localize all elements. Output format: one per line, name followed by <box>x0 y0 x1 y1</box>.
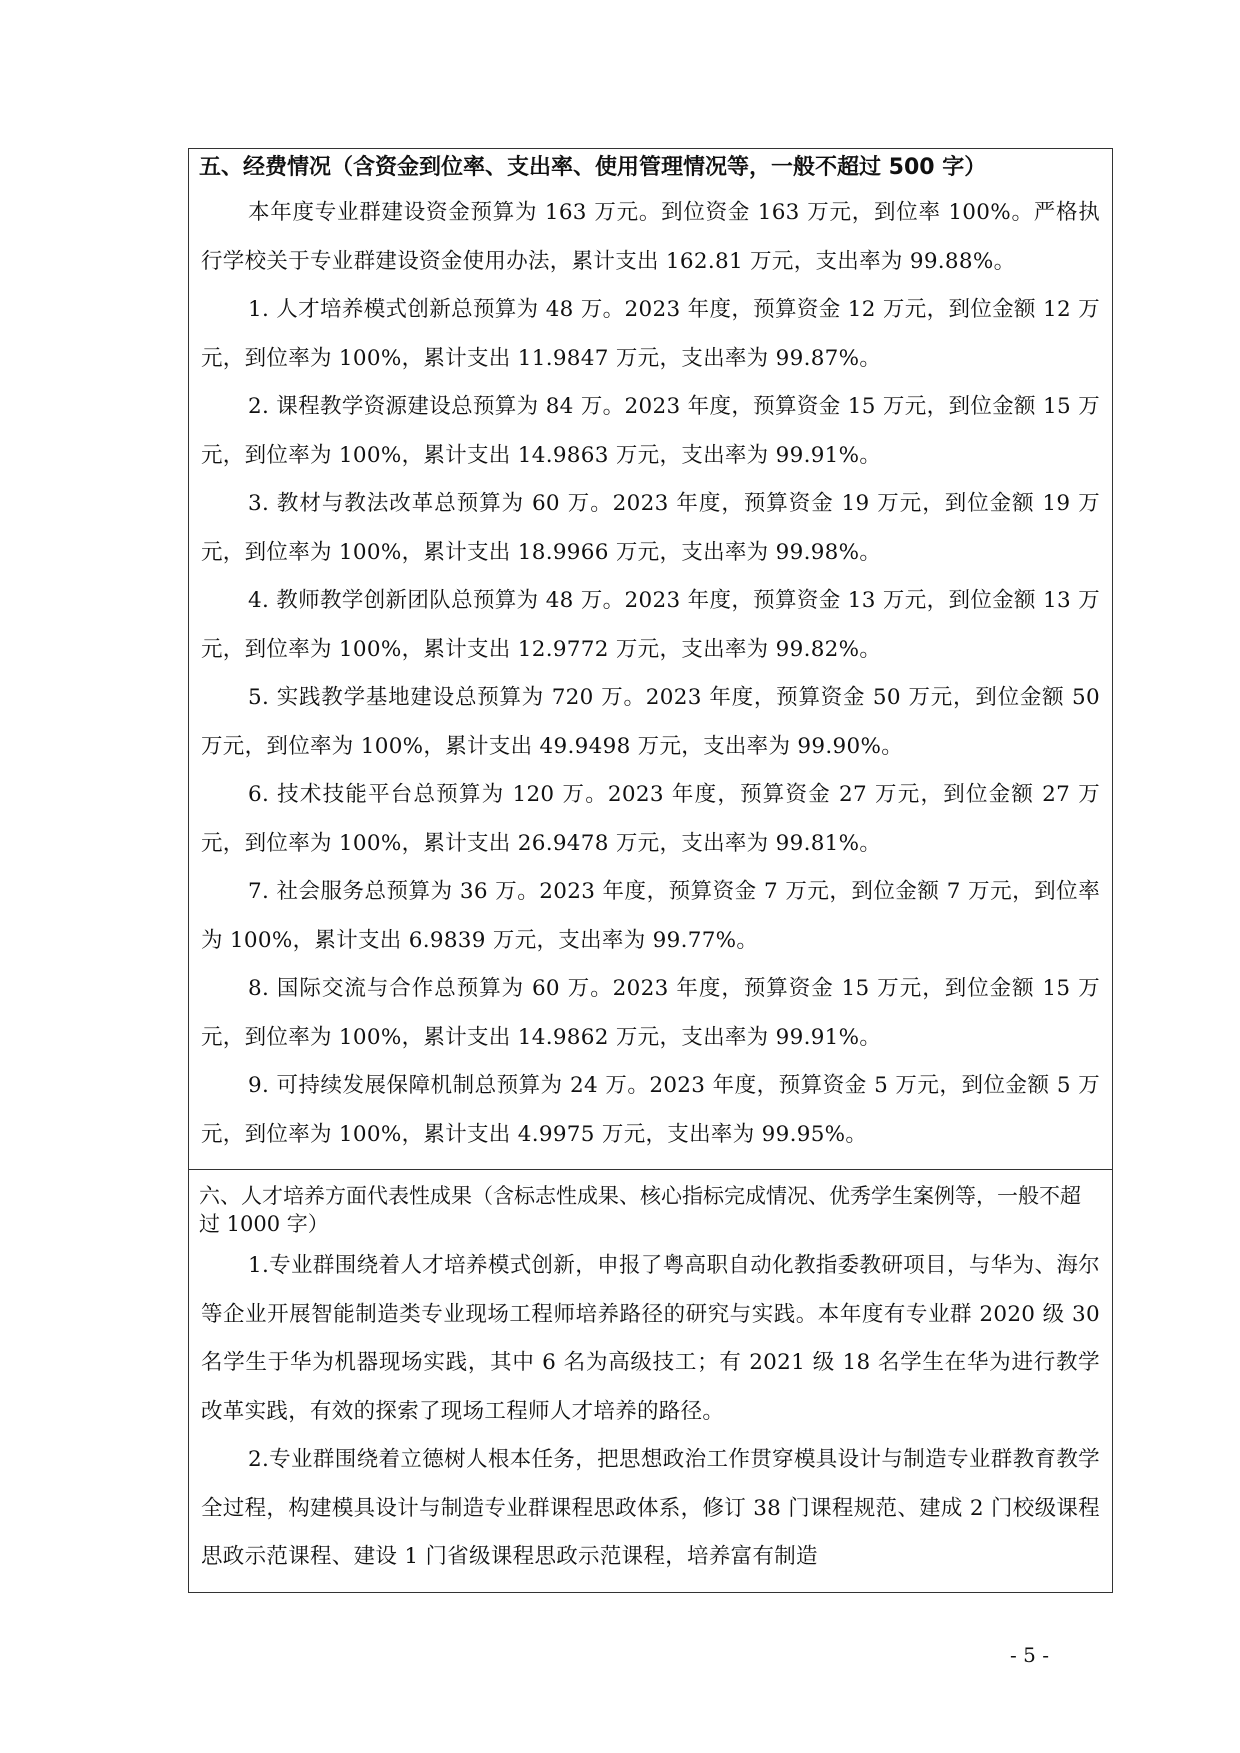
paragraph: 8. 国际交流与合作总预算为 60 万。2023 年度，预算资金 15 万元，到位金额 15 万元，到位率为 100%，累计支出 14.9862 万元，支出率为 99.91%。 <box>201 976 1100 1050</box>
section-talent-cultivation <box>189 1170 1112 1592</box>
section-heading: 六、人才培养方面代表性成果（含标志性成果、核心指标完成情况、优秀学生案例等，一般不超过 1000 字） <box>199 1184 1081 1236</box>
paragraph: 6. 技术技能平台总预算为 120 万。2023 年度，预算资金 27 万元，到位金额 27 万元，到位率为 100%，累计支出 26.9478 万元，支出率为 99.81%。 <box>201 782 1100 856</box>
paragraph: 3. 教材与教法改革总预算为 60 万。2023 年度，预算资金 19 万元，到位金额 19 万元，到位率为 100%，累计支出 18.9966 万元，支出率为 99.98%。 <box>201 491 1100 565</box>
paragraph: 4. 教师教学创新团队总预算为 48 万。2023 年度，预算资金 13 万元，到位金额 13 万元，到位率为 100%，累计支出 12.9772 万元，支出率为 99.82%。 <box>201 588 1100 662</box>
paragraph: 1.专业群围绕着人才培养模式创新，申报了粤高职自动化教指委教研项目，与华为、海尔等企业开展智能制造类专业现场工程师培养路径的研究与实践。本年度有专业群 2020 级 30 名学生于华为机器现场实践，其中 6 名为高级技工；有 2021 级 18 名学生在华为进行教学改革实践，有效的探索了现场工程师人才培养的路径。 <box>201 1253 1100 1424</box>
paragraph: 9. 可持续发展保障机制总预算为 24 万。2023 年度，预算资金 5 万元，到位金额 5 万元，到位率为 100%，累计支出 4.9975 万元，支出率为 99.95%。 <box>201 1073 1100 1147</box>
paragraph: 2. 课程教学资源建设总预算为 84 万。2023 年度，预算资金 15 万元，到位金额 15 万元，到位率为 100%，累计支出 14.9863 万元，支出率为 99.91%。 <box>201 394 1100 468</box>
paragraph: 5. 实践教学基地建设总预算为 720 万。2023 年度，预算资金 50 万元，到位金额 50 万元，到位率为 100%，累计支出 49.9498 万元，支出率为 99.90%。 <box>201 685 1100 759</box>
paragraph: 7. 社会服务总预算为 36 万。2023 年度，预算资金 7 万元，到位金额 7 万元，到位率为 100%，累计支出 6.9839 万元，支出率为 99.77%。 <box>201 879 1100 953</box>
paragraph: 2.专业群围绕着立德树人根本任务，把思想政治工作贯穿模具设计与制造专业群教育教学全过程，构建模具设计与制造专业群课程思政体系，修订 38 门课程规范、建成 2 门校级课程思政示范课程、建设 1 门省级课程思政示范课程，培养富有制造 <box>201 1447 1100 1569</box>
section-funding <box>189 149 1112 1170</box>
section-heading: 五、经费情况（含资金到位率、支出率、使用管理情况等，一般不超过 500 字） <box>199 155 987 180</box>
paragraph: 本年度专业群建设资金预算为 163 万元。到位资金 163 万元，到位率 100%。严格执行学校关于专业群建设资金使用办法，累计支出 162.81 万元，支出率为 99.88%。 <box>201 200 1100 274</box>
paragraph: 1. 人才培养模式创新总预算为 48 万。2023 年度，预算资金 12 万元，到位金额 12 万元，到位率为 100%，累计支出 11.9847 万元，支出率为 99.87%。 <box>201 297 1100 371</box>
content-table <box>188 148 1113 1593</box>
page-number: - 5 - <box>1010 1643 1049 1667</box>
